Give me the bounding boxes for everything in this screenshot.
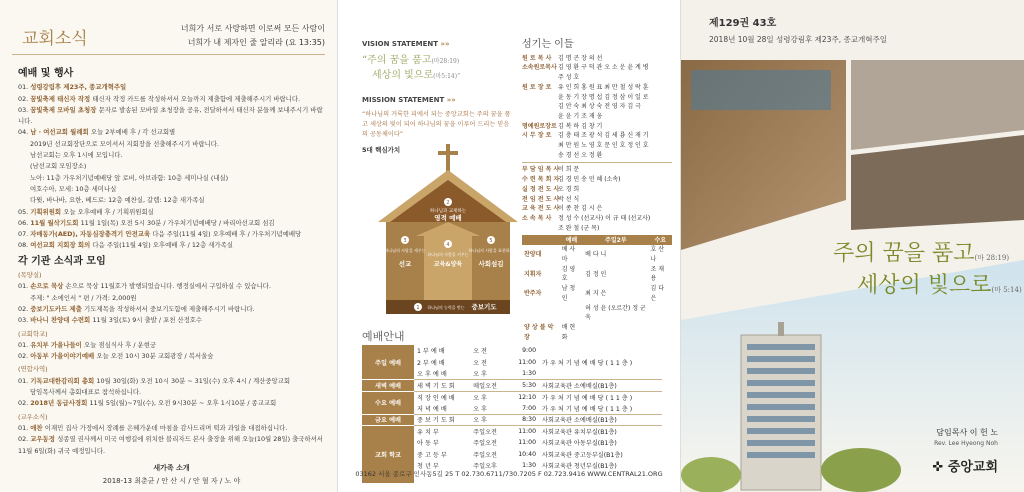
worship-row bbox=[362, 391, 670, 403]
news-verse: 너희가 서로 사랑하면 이로써 모든 사람이 너희가 내 제자인 줄 알리라 (요 13:35) bbox=[180, 24, 325, 47]
news-item bbox=[18, 304, 325, 315]
issue-date: 2018년 10월 28일 성령강림후 제23주, 종교개혁주일 bbox=[709, 35, 887, 44]
staff-names: 이 종 찬 김 시 은 bbox=[558, 205, 603, 213]
choir-row bbox=[522, 284, 672, 303]
section-dept: 각 기관 소식과 모임 bbox=[18, 255, 106, 267]
staff-names: 윤 동 기 장 명 섭 김 정 삼 이 일 로 bbox=[558, 93, 649, 101]
item-number: 01. bbox=[18, 340, 31, 349]
item-text: 다음 주일(11월 4일) 오후예배 후 / 가우처기념예배당 bbox=[152, 230, 302, 239]
arrows-icon: »» bbox=[446, 96, 456, 104]
staff-names: 이 희 문 bbox=[558, 166, 580, 174]
dept-group-name: (교회학교) bbox=[18, 329, 48, 338]
choir-head-cell bbox=[522, 235, 560, 245]
item-number: 05. bbox=[18, 207, 31, 216]
choir-cell: 남 청 인 bbox=[561, 285, 576, 302]
worship-category: 교회 학교 bbox=[362, 426, 414, 484]
staff-names: 윤 윤 기 조 재 웅 bbox=[558, 112, 603, 120]
item-text: (남선교회 모임장소) bbox=[30, 162, 87, 171]
church-address: 03162 서울 종로구 인사동5길 25 T 02.730.6711/730.7205 F 02.723.9416 WWW.CENTRAL21.ORG bbox=[355, 470, 663, 478]
svg-text:3: 3 bbox=[403, 238, 407, 244]
worship-time: 오 후 bbox=[470, 391, 508, 403]
news-item bbox=[18, 315, 325, 326]
item-text: 이재민 집사 가정에서 장례를 은혜가운데 마침을 감사드리며 떡과 과일을 대접하십니다. bbox=[44, 423, 288, 432]
choir-header bbox=[522, 235, 672, 245]
choir-cell bbox=[649, 323, 672, 342]
worship-table bbox=[362, 345, 670, 484]
worship-row bbox=[362, 426, 670, 438]
staff-names: 주 성 호 bbox=[558, 74, 580, 82]
worship-place: 가 우 처 기 념 예 배 당 ( 1 1 층 ) bbox=[542, 405, 633, 413]
value-worship: 영적 예배 bbox=[434, 214, 462, 222]
svg-text:1: 1 bbox=[416, 305, 420, 311]
worship-place bbox=[539, 368, 662, 380]
item-text: 오늘 오전 10시 30분 교회광장 / 복서울숲 bbox=[96, 352, 214, 361]
item-number: 02. bbox=[18, 435, 31, 444]
staff-role bbox=[522, 224, 558, 234]
arrows-icon: »» bbox=[440, 40, 450, 48]
worship-place: 사회교육관 청년부실(B1층) bbox=[542, 463, 617, 471]
worship-category: 금요 예배 bbox=[362, 414, 414, 426]
item-head: 남 · 여선교회 월례회 bbox=[30, 128, 91, 137]
worship-place: 사회교육관 소예배실(B1층) bbox=[539, 380, 662, 392]
item-head: 꿈빛축제 모바일 초청장 bbox=[30, 105, 99, 114]
worship-place: 사회교육관 아동부실(B1층) bbox=[542, 440, 617, 448]
vision-statement: VISION STATEMENT »» “주의 꿈을 품고(마28:19) 세상의 빛으로(마5:14)” bbox=[362, 40, 461, 81]
news-panel bbox=[0, 0, 338, 492]
worship-clock: 11:00 bbox=[508, 426, 539, 438]
news-item bbox=[18, 423, 325, 434]
choir-cell: 양 상 블 악 장 bbox=[524, 323, 554, 341]
staff-names: 오 경 희 bbox=[558, 185, 580, 193]
item-text: 다음 주일(11월 4일) 오후예배 후 / 12층 새가족실 bbox=[92, 241, 233, 250]
news-item bbox=[18, 195, 325, 206]
staff-role bbox=[522, 73, 558, 83]
news-item bbox=[18, 207, 325, 218]
item-head: 교우동정 bbox=[30, 435, 58, 444]
item-text: 담임목사께서 총회대표로 참석하십니다. bbox=[30, 388, 142, 397]
slogan-line-1: 주의 꿈을 품고(마 28:19) bbox=[833, 241, 1010, 266]
item-number: 08. bbox=[18, 241, 31, 250]
item-head: 기독교대한감리회 총회 bbox=[30, 376, 97, 385]
item-head: 여선교회 지회장 회의 bbox=[30, 241, 93, 250]
item-head: 11월 월삭기도회 bbox=[30, 218, 81, 227]
value-prayer: 중보기도 bbox=[471, 303, 497, 311]
svg-text:하나님의 사람을 키우는: 하나님의 사람을 키우는 bbox=[427, 252, 469, 257]
value-mission: 선교 bbox=[398, 260, 412, 268]
new-family-row: 2018-13 최춘균 / 안 산 시 / 안 혈 자 / 노 야 bbox=[102, 477, 241, 486]
slogan-line-2: 세상의 빛으로(마 5:14) bbox=[857, 273, 1022, 298]
mission-statement: MISSION STATEMENT »» “하나님의 거룩한 피에서 되는 중앙교회는 주의 꿈을 품고 세상의 빛이 되어 하나님의 꿈을 이루어 드리는 믿음의 공동체이다” bbox=[362, 96, 511, 138]
staff-role: 시 무 장 로 bbox=[522, 132, 552, 140]
worship-clock: 5:30 bbox=[508, 380, 539, 392]
divider bbox=[12, 54, 325, 55]
staff-role: 교 육 전 도 사 bbox=[522, 205, 560, 213]
staff-role: 실 정 전 도 사 bbox=[522, 185, 560, 193]
staff-names: 최 만 원 노 영 호 문 인 호 정 인 호 bbox=[558, 142, 649, 150]
staff-names: 송 경 선 오 정 환 bbox=[558, 151, 603, 159]
choir-head-cell: 수요 bbox=[649, 235, 672, 245]
worship-name: 유 치 부 bbox=[414, 426, 470, 438]
item-text: 오늘 점심식사 후 / 운현궁 bbox=[84, 340, 157, 349]
worship-place: 사회교육관 중고등부실(B1층) bbox=[542, 451, 623, 459]
staff-row bbox=[522, 54, 672, 64]
item-text: 오늘 2부예배 후 / 각 선교회별 bbox=[90, 128, 176, 137]
worship-clock: 10:40 bbox=[518, 450, 537, 458]
choir-row bbox=[522, 265, 672, 284]
worship-time: 주일오후 bbox=[473, 463, 498, 471]
worship-category: 수요 예배 bbox=[362, 391, 414, 414]
staff-row bbox=[522, 63, 672, 73]
worship-place bbox=[539, 345, 662, 357]
news-item bbox=[18, 139, 325, 150]
value-service: 사회섬김 bbox=[478, 260, 504, 268]
item-text: 11월 5일(월)~7일(수), 오전 9시30분 ~ 오후 1시10분 / 종교교회 bbox=[89, 399, 277, 408]
item-number: 02. bbox=[18, 352, 31, 361]
worship-time: 오 전 bbox=[473, 359, 488, 367]
svg-text:하나님의 사랑을 표현하는: 하나님의 사랑을 표현하는 bbox=[468, 248, 514, 253]
dept-group-name: (교우소식) bbox=[18, 412, 48, 421]
news-item bbox=[18, 387, 325, 398]
choir-cell: 조 재 용 bbox=[650, 265, 665, 283]
church-logo: ✜ 중앙교회 bbox=[932, 460, 998, 475]
staff-row bbox=[522, 112, 672, 122]
worship-time: 매일오전 bbox=[470, 380, 508, 392]
worship-clock: 1:30 bbox=[522, 462, 537, 470]
choir-table bbox=[522, 235, 672, 342]
staff-row bbox=[522, 73, 672, 83]
staff-names: 조 완 철 (군 목) bbox=[558, 224, 600, 232]
news-item bbox=[18, 218, 325, 229]
choir-cell: 배 현 화 bbox=[561, 323, 576, 341]
choir-cell: 김 다 은 bbox=[650, 285, 665, 302]
item-text: 오늘 오후예배 후 / 기획위원회실 bbox=[63, 207, 154, 216]
item-head: 애찬 bbox=[30, 423, 45, 432]
worship-place: 가 우 처 기 념 예 배 당 ( 1 1 층 ) bbox=[542, 359, 633, 367]
worship-clock: 1:30 bbox=[522, 370, 537, 377]
staff-role: 부 담 임 목 사 bbox=[522, 166, 560, 174]
item-number: 03. bbox=[18, 316, 31, 325]
news-item bbox=[18, 293, 325, 304]
choir-row bbox=[522, 323, 672, 342]
item-number: 01. bbox=[18, 83, 31, 92]
news-item bbox=[18, 150, 325, 161]
news-item bbox=[18, 161, 325, 172]
item-text: 손으로 묵상 11월호가 발행되었습니다. 행정실에서 구입하실 수 있습니다. bbox=[65, 282, 271, 291]
item-number: 03. bbox=[18, 105, 31, 114]
choir-cell: 찬양대 bbox=[524, 251, 542, 259]
worship-name: 아 동 부 bbox=[417, 440, 439, 448]
svg-text:하나님과 교제하는: 하나님과 교제하는 bbox=[429, 209, 467, 214]
item-number: 07. bbox=[18, 230, 31, 239]
svg-text:하나님의 사랑을 세우는: 하나님의 사랑을 세우는 bbox=[384, 248, 426, 253]
svg-text:하나님의 능력을 받는: 하나님의 능력을 받는 bbox=[427, 305, 465, 310]
issue-number: 제129권 43호 bbox=[709, 18, 777, 29]
worship-name: 직 장 인 예 배 bbox=[414, 391, 470, 403]
staff-role: 명예원로장로 bbox=[522, 122, 557, 130]
choir-head-cell: 예배 bbox=[560, 235, 583, 245]
staff-names: 김 명 곤 장 의 선 bbox=[558, 54, 603, 62]
item-number: 01. bbox=[18, 282, 31, 291]
choir-cell bbox=[649, 304, 672, 323]
worship-place: 사회교육관 유치부실(B1층) bbox=[539, 426, 662, 438]
cross-icon bbox=[446, 144, 450, 172]
worship-name: 2 부 예 배 bbox=[417, 359, 445, 367]
news-item bbox=[18, 281, 325, 292]
staff-row bbox=[522, 83, 672, 93]
staff-title: 섬기는 이들 bbox=[522, 39, 574, 50]
item-head: 자매동가(AED), 자동심장충격기 안전교육 bbox=[30, 230, 153, 239]
item-text: 태신자 작정 카드를 작성하셔서 오늘까지 제출함에 제출해주시기 바랍니다. bbox=[92, 94, 301, 103]
item-text: 11월 1일(목) 오전 5시 30분 / 가우처기념예배당 / 바리아선교회 섬김 bbox=[80, 218, 275, 227]
worship-name: 오 후 예 배 bbox=[417, 371, 447, 378]
worship-clock: 11:00 bbox=[518, 358, 537, 366]
worship-name: 저 녁 예 배 bbox=[417, 405, 447, 413]
cover-panel bbox=[681, 0, 1024, 492]
news-item bbox=[18, 351, 325, 362]
staff-row bbox=[522, 131, 672, 141]
item-head: 2018년 동급사경회 bbox=[30, 399, 90, 408]
item-text: 성종열 권사께서 미국 여행길에 위치한 블리자드 본사 출장을 위해 오늘(10월 28일) 출국하셔서 11월 6일(화) 귀국 예정입니다. bbox=[18, 435, 323, 455]
staff-row bbox=[522, 195, 672, 205]
section-worship: 예배 및 행사 bbox=[18, 68, 74, 79]
staff-names: 김 충 태 조 광 석 김 세 룡 신 재 기 bbox=[558, 132, 649, 140]
dept-items bbox=[18, 270, 325, 457]
choir-head-cell: 주일2부 bbox=[583, 235, 648, 245]
news-item bbox=[18, 173, 325, 184]
staff-row bbox=[522, 204, 672, 214]
item-number: 02. bbox=[18, 94, 31, 103]
choir-cell: 호 산 나 bbox=[650, 246, 665, 264]
news-item bbox=[18, 82, 325, 93]
item-number: 01. bbox=[18, 423, 31, 432]
svg-text:4: 4 bbox=[446, 242, 450, 248]
worship-name: 청 년 부 bbox=[417, 463, 439, 471]
staff-section bbox=[522, 40, 672, 342]
worship-place: 가 우 처 기 념 예 배 당 ( 1 1 층 ) bbox=[539, 391, 662, 403]
pastor-name: 담임목사 이 헌 노 Rev. Lee Hyeong Noh bbox=[934, 428, 998, 447]
item-head: 손으로 묵상 bbox=[30, 282, 66, 291]
worship-row bbox=[362, 414, 670, 426]
worship-name: 중 보 기 도 회 bbox=[414, 414, 470, 426]
staff-role bbox=[522, 102, 558, 112]
news-item bbox=[18, 340, 325, 351]
core-values-title: 5대 핵심가치 bbox=[362, 146, 401, 154]
item-text: 남선교회는 오후 1시에 모입니다. bbox=[30, 151, 123, 160]
worship-row bbox=[362, 380, 670, 392]
staff-role: 원 로 장 로 bbox=[522, 83, 552, 91]
dept-group-name: (목양실) bbox=[18, 271, 42, 280]
staff-role bbox=[522, 93, 558, 103]
news-title: 교회소식 bbox=[22, 29, 88, 49]
staff-row bbox=[522, 102, 672, 112]
staff-row bbox=[522, 185, 672, 195]
staff-role bbox=[522, 141, 558, 151]
worship-time: 주일오전 bbox=[473, 451, 498, 459]
worship-time: 오 후 bbox=[473, 371, 488, 378]
staff-role bbox=[522, 151, 558, 161]
item-number: 02. bbox=[18, 399, 31, 408]
choir-cell: 반주자 bbox=[524, 290, 542, 298]
news-item bbox=[18, 434, 325, 457]
staff-role: 소속원로목사 bbox=[522, 64, 557, 72]
new-family-title: 새가족 소개 bbox=[153, 463, 190, 472]
news-item bbox=[18, 94, 325, 105]
worship-place: 사회교육관 소예배실(B1층) bbox=[539, 414, 662, 426]
choir-row bbox=[522, 304, 672, 323]
staff-row bbox=[522, 93, 672, 103]
item-text: 주제: " 소에인서 " 편 / 가격: 2,000원 bbox=[30, 293, 137, 302]
worship-category: 주일 예배 bbox=[362, 345, 414, 380]
staff-row bbox=[522, 141, 672, 151]
staff-role: 소 속 목 사 bbox=[522, 214, 552, 222]
staff-row bbox=[522, 214, 672, 224]
item-text: 10월 30일(화) 오전 10시 30분 ~ 31일(수) 오후 4시 / 계산중앙교회 bbox=[96, 376, 291, 385]
choir-cell: 베 사 마 bbox=[561, 246, 576, 264]
choir-cell: 김 영 호 bbox=[561, 265, 576, 283]
worship-clock: 11:00 bbox=[518, 439, 537, 447]
item-text: 기도제목을 작성하셔서 중보기도함에 제출해주시기 바랍니다. bbox=[84, 304, 255, 313]
news-item bbox=[18, 398, 325, 409]
staff-names: 박 선 식 bbox=[558, 195, 580, 203]
value-education: 교육&양육 bbox=[433, 261, 463, 268]
svg-text:2: 2 bbox=[446, 200, 450, 206]
item-head: 바나니 찬양대 수련회 bbox=[30, 316, 93, 325]
news-item bbox=[18, 105, 325, 128]
worship-clock: 7:00 bbox=[522, 404, 537, 412]
news-item bbox=[18, 229, 325, 240]
staff-names: 김 영 환 구 덕 관 오 소 운 윤 계 병 bbox=[558, 64, 649, 72]
choir-row bbox=[522, 245, 672, 264]
staff-names: 유 인 희 홍 원 표 최 만 철 성 락 훈 bbox=[558, 83, 649, 91]
staff-names: 김 복 하 김 창 기 bbox=[558, 122, 603, 130]
worship-title: 예배안내 bbox=[362, 330, 405, 343]
news-item bbox=[18, 184, 325, 195]
item-number: 01. bbox=[18, 376, 31, 385]
choir-cell bbox=[583, 323, 648, 342]
item-head: 유치부 가을나들이 bbox=[30, 340, 85, 349]
staff-role: 전 임 전 도 사 bbox=[522, 195, 560, 203]
worship-name: 중 고 등 부 bbox=[417, 451, 447, 459]
tree bbox=[821, 448, 901, 492]
staff-row bbox=[522, 224, 672, 234]
worship-name: 1 부 예 배 bbox=[417, 348, 445, 356]
item-head: 꿈빛축제 태신자 작정 bbox=[30, 94, 93, 103]
news-item bbox=[18, 376, 325, 387]
item-head: 기획위원회 bbox=[30, 207, 64, 216]
choir-cell: 지휘자 bbox=[524, 270, 542, 278]
staff-role bbox=[522, 112, 558, 122]
news-items bbox=[18, 82, 325, 251]
item-text: 2019년 선교회장단으로 모이셔서 지회장을 선출해주시기 바랍니다. bbox=[30, 139, 219, 148]
item-text: 여호수아, 모세: 10층 세미나실 bbox=[30, 184, 117, 193]
worship-category: 새벽 예배 bbox=[362, 380, 414, 392]
choir-cell bbox=[560, 304, 583, 323]
staff-row bbox=[522, 122, 672, 132]
news-item bbox=[18, 127, 325, 138]
choir-cell: 베 다 니 bbox=[585, 251, 607, 259]
news-body bbox=[18, 64, 325, 487]
choir-cell: 최 지 은 bbox=[585, 290, 607, 298]
worship-time: 주일오전 bbox=[470, 426, 508, 438]
item-text: 문자로 발송된 모바일 초청장을 공유, 전달하셔서 태신자 분들께 보내주시기 바랍니다. bbox=[18, 105, 323, 126]
worship-row bbox=[362, 345, 670, 357]
staff-role: 원 로 목 사 bbox=[522, 54, 552, 62]
church-emblem-icon: ✜ bbox=[932, 460, 944, 475]
worship-time: 주일오전 bbox=[473, 440, 498, 448]
staff-names: 김 경 민 송 민 혜 (소속) bbox=[558, 176, 621, 184]
item-head: 성령강림후 제23주, 종교개혁주일 bbox=[30, 83, 127, 92]
item-text: 11월 3일(토) 9시 출발 / 포천 산정호수 bbox=[92, 316, 203, 325]
choir-cell bbox=[522, 304, 560, 323]
news-item bbox=[18, 240, 325, 251]
worship-time: 오 후 bbox=[470, 414, 508, 426]
staff-row bbox=[522, 151, 672, 161]
item-head: 아동부 가을이야기예배 bbox=[30, 352, 97, 361]
worship-clock: 9:00 bbox=[522, 347, 537, 355]
item-number: 04. bbox=[18, 128, 31, 137]
vision-panel bbox=[338, 0, 681, 492]
staff-role: 수 련 목 회 자 bbox=[522, 176, 560, 184]
worship-time: 오 후 bbox=[473, 405, 488, 413]
item-text: 노아: 11층 가우처기념예배당 앞 로비, 아브라함: 10층 세미나실 (내실) bbox=[30, 173, 229, 182]
staff-names: 김 안 숙 최 상 숙 전 영 자 김 극 bbox=[558, 103, 641, 111]
item-head: 중보기도카드 제출 bbox=[30, 304, 85, 313]
staff-names: 정 성 수 (선교사) 이 규 태 (선교사) bbox=[558, 214, 651, 222]
staff-row bbox=[522, 165, 672, 175]
item-text: 다윗, 바나바, 요한, 베드로: 12층 예찬실, 갈렙: 12층 새가족실 bbox=[30, 196, 205, 205]
dept-group-name: (연합사역) bbox=[18, 365, 48, 374]
item-number: 02. bbox=[18, 304, 31, 313]
worship-clock: 12:10 bbox=[508, 391, 539, 403]
choir-cell: 김 정 인 bbox=[585, 270, 607, 278]
worship-name: 새 벽 기 도 회 bbox=[414, 380, 470, 392]
worship-clock: 8:30 bbox=[508, 414, 539, 426]
choir-cell: 허 성 윤 (오르간) 정 군 욱 bbox=[585, 304, 646, 322]
worship-time: 오 전 bbox=[473, 348, 488, 356]
item-number: 06. bbox=[18, 218, 31, 227]
divider bbox=[522, 162, 672, 163]
core-values-house bbox=[362, 140, 528, 320]
staff-row bbox=[522, 175, 672, 185]
svg-text:5: 5 bbox=[489, 238, 493, 244]
